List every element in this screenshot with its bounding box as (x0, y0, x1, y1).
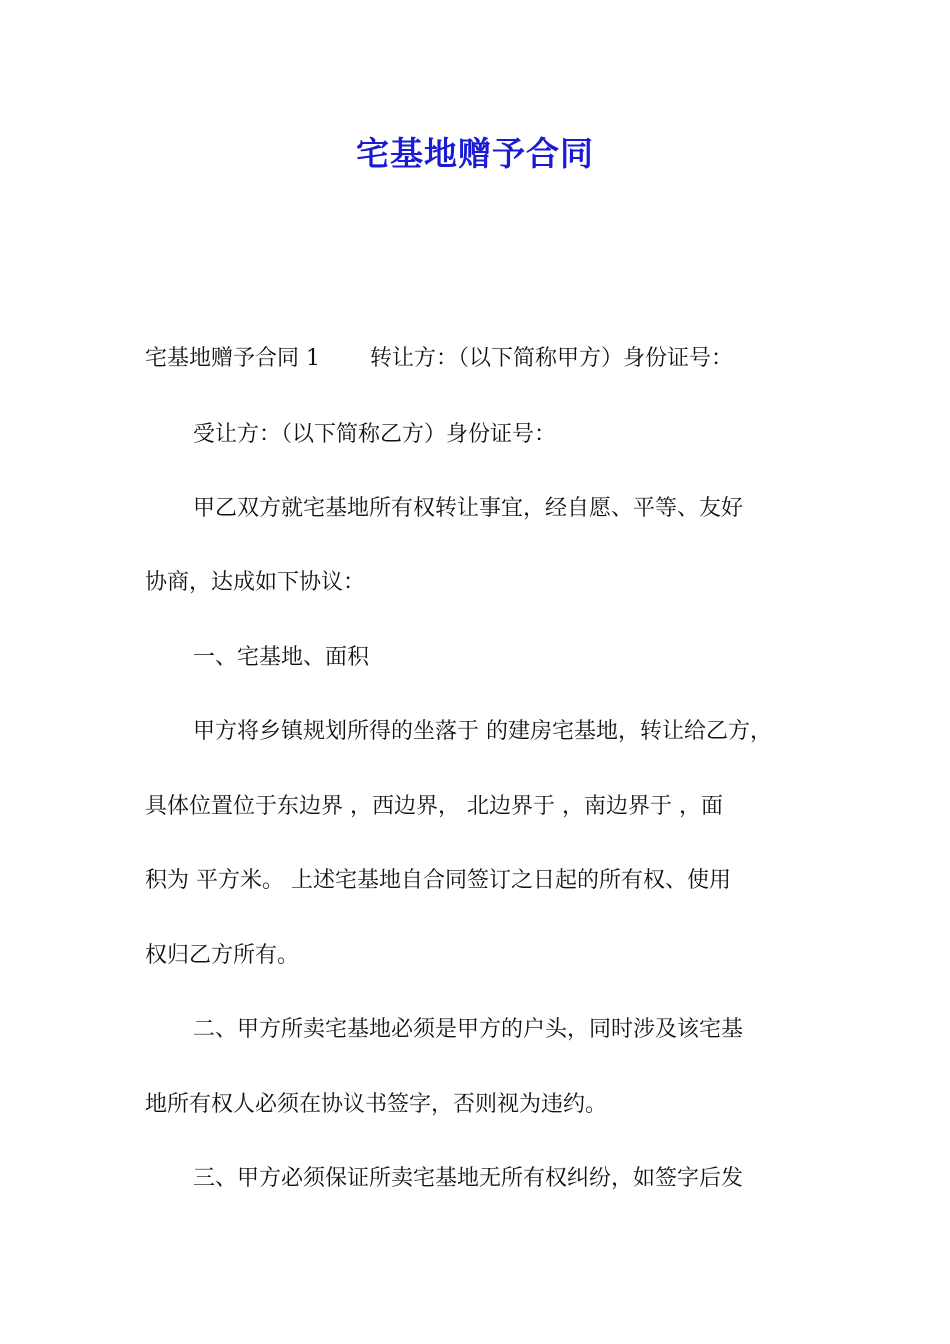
paragraph-line-5: 一、宅基地、面积 (193, 645, 370, 670)
paragraph-line-11: 地所有权人必须在协议书签字，否则视为违约。 (145, 1092, 608, 1117)
paragraph-line-7: 具体位置位于东边界 ，西边界， 北边界于 ，南边界于 ，面 (145, 794, 723, 819)
paragraph-line-3: 甲乙双方就宅基地所有权转让事宜，经自愿、平等、友好 (193, 496, 744, 521)
contract-number-label: 宅基地赠予合同 1 (145, 346, 320, 371)
paragraph-line-12: 三、甲方必须保证所卖宅基地无所有权纠纷，如签字后发 (193, 1166, 744, 1191)
paragraph-line-4: 协商，达成如下协议： (145, 570, 366, 595)
paragraph-line-6: 甲方将乡镇规划所得的坐落于 的建房宅基地，转让给乙方， (193, 719, 772, 744)
paragraph-line-10: 二、甲方所卖宅基地必须是甲方的户头，同时涉及该宅基 (193, 1017, 744, 1042)
paragraph-line-1 (145, 344, 733, 374)
transferor-label: 转让方：（以下简称甲方）身份证号： (370, 346, 734, 371)
paragraph-line-9: 权归乙方所有。 (145, 943, 300, 968)
paragraph-line-2: 受让方：（以下简称乙方）身份证号： (193, 422, 557, 447)
document-title: 宅基地赠予合同 (356, 134, 594, 173)
paragraph-line-8: 积为 平方米。 上述宅基地自合同签订之日起的所有权、使用 (145, 868, 731, 893)
